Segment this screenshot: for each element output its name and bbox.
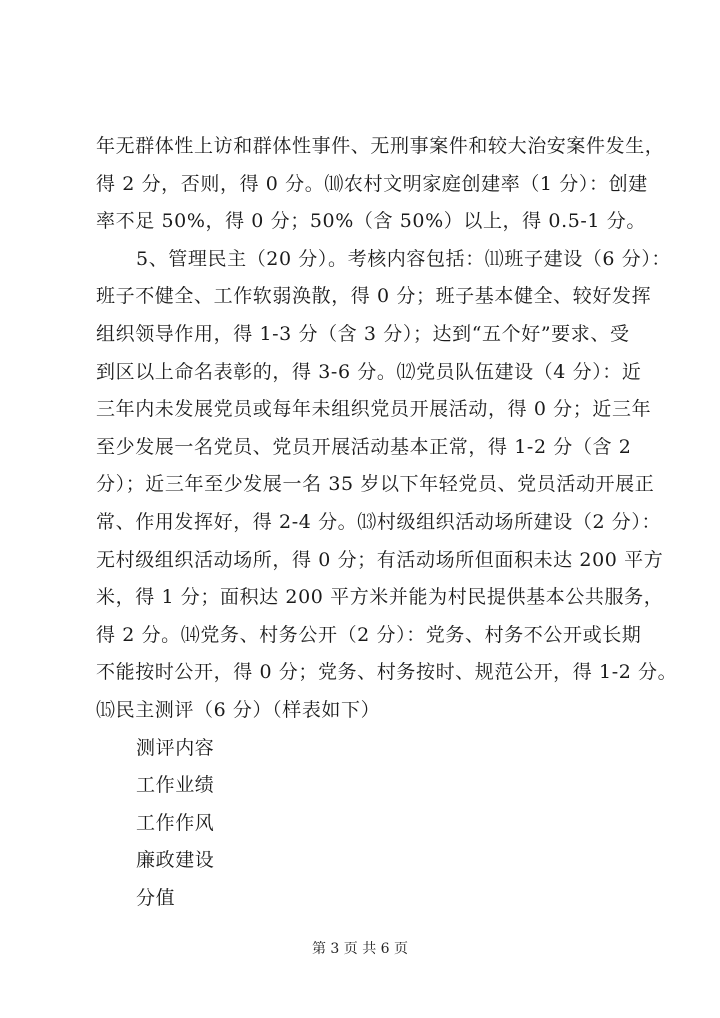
table-item: 分值 xyxy=(136,886,176,909)
table-item: 工作作风 xyxy=(136,811,215,834)
text-line: 米，得 1 分；面积达 200 平方米并能为村民提供基本公共服务， xyxy=(96,586,664,609)
text-line: 得 2 分，否则，得 0 分。⑽农村文明家庭创建率（1 分）：创建 xyxy=(96,172,648,195)
page-number-footer: 第 3 页 共 6 页 xyxy=(311,941,409,957)
table-item: 廉政建设 xyxy=(136,849,215,872)
text-line: 率不足 50%，得 0 分；50%（含 50%）以上，得 0.5-1 分。 xyxy=(96,210,646,233)
text-line: 三年内未发展党员或每年未组织党员开展活动，得 0 分；近三年 xyxy=(96,398,652,421)
table-item: 工作业绩 xyxy=(136,774,215,797)
body-text xyxy=(96,128,678,917)
table-item-header: 测评内容 xyxy=(136,736,215,759)
text-line: 年无群体性上访和群体性事件、无刑事案件和较大治安案件发生， xyxy=(96,135,665,157)
section-heading-line: 5、管理民主（20 分）。考核内容包括：⑾班子建设（6 分）： xyxy=(136,247,672,270)
text-line: 常、作用发挥好，得 2-4 分。⒀村级组织活动场所建设（2 分）： xyxy=(96,510,662,533)
text-line: 至少发展一名党员、党员开展活动基本正常，得 1-2 分（含 2 xyxy=(96,435,632,458)
text-line: ⒂民主测评（6 分）（样表如下） xyxy=(96,698,381,721)
text-line: 班子不健全、工作软弱涣散，得 0 分；班子基本健全、较好发挥 xyxy=(96,285,652,308)
text-line: 不能按时公开，得 0 分；党务、村务按时、规范公开，得 1-2 分。 xyxy=(96,661,678,684)
text-line: 组织领导作用，得 1-3 分（含 3 分）；达到“五个好”要求、受 xyxy=(96,322,630,345)
text-line: 分）；近三年至少发展一名 35 岁以下年轻党员、党员活动开展正 xyxy=(96,473,655,496)
text-line: 到区以上命名表彰的，得 3-6 分。⑿党员队伍建设（4 分）：近 xyxy=(96,360,642,383)
text-line: 无村级组织活动场所，得 0 分；有活动场所但面积未达 200 平方 xyxy=(96,548,664,571)
text-line: 得 2 分。⒁党务、村务公开（2 分）：党务、村务不公开或长期 xyxy=(96,623,642,646)
